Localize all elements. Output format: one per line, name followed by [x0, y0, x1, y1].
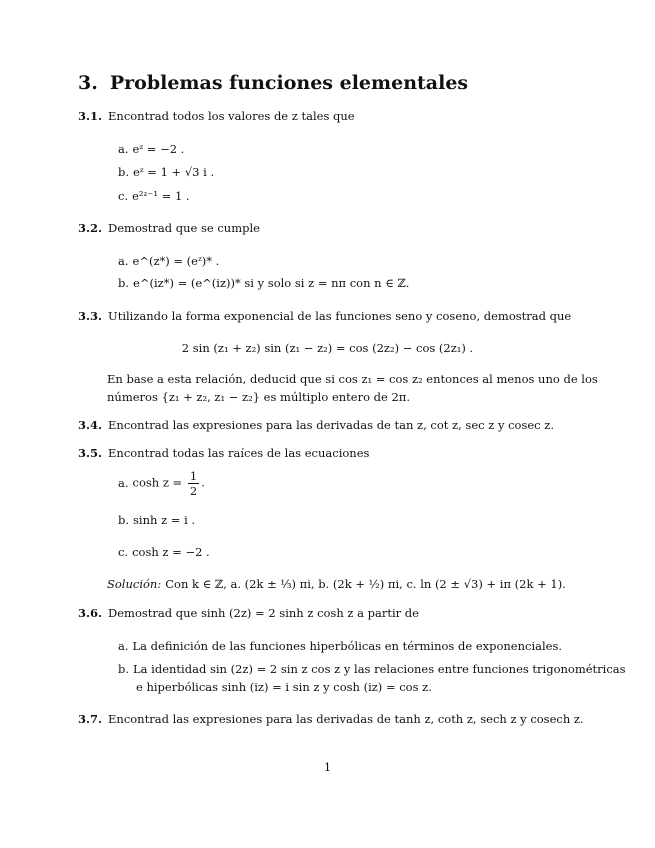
problem-3-5-item-c	[118, 545, 210, 559]
problem-text: Encontrad todas las raíces de las ecuaciones	[108, 446, 370, 460]
item-label: b.	[118, 662, 130, 676]
item-label: b.	[118, 513, 130, 527]
problem-number: 3.3.	[78, 309, 103, 323]
problem-3-4	[78, 418, 554, 432]
item-label: a.	[118, 475, 129, 490]
fraction-numerator: 1	[189, 469, 198, 483]
problem-3-6-item-a	[118, 639, 562, 653]
item-text: e²ᶻ⁻¹ = 1 .	[132, 189, 190, 203]
item-text: La definición de las funciones hiperbólicas en términos de exponenciales.	[132, 639, 563, 653]
problem-number: 3.6.	[78, 606, 103, 620]
section-heading	[78, 72, 468, 94]
item-label: a.	[118, 254, 129, 268]
item-text: cosh z =	[132, 475, 183, 490]
display-equation: 2 sin (z₁ + z₂) sin (z₁ − z₂) = cos (2z₂) − cos (2z₁) .	[181, 341, 474, 355]
problem-3-1-item-c	[118, 189, 190, 203]
item-label: a.	[118, 639, 129, 653]
item-label: a.	[118, 142, 129, 156]
problem-3-1	[78, 109, 355, 123]
problem-text: Utilizando la forma exponencial de las funciones seno y coseno, demostrad que	[108, 309, 572, 323]
problem-text: Demostrad que se cumple	[108, 221, 260, 235]
problem-3-2-item-a	[118, 254, 219, 268]
problem-3-5-item-b	[118, 513, 195, 527]
problem-3-1-item-b	[118, 165, 214, 179]
problem-3-1-item-a	[118, 142, 184, 156]
problem-text: Encontrad las expresiones para las derivadas de tanh z, coth z, sech z y cosech z.	[108, 712, 584, 726]
solution	[107, 577, 566, 591]
section-title: Problemas funciones elementales	[109, 72, 469, 94]
item-label: c.	[118, 545, 129, 559]
page-number: 1	[323, 760, 332, 774]
problem-number: 3.2.	[78, 221, 103, 235]
problem-3-2-item-b	[118, 276, 409, 290]
item-text: e^(z*) = (eᶻ)* .	[132, 254, 220, 268]
item-text: La identidad sin (2z) = 2 sin z cos z y las relaciones entre funciones trigonométricas	[133, 662, 626, 676]
item-punctuation: .	[201, 475, 205, 490]
problem-3-7	[78, 712, 584, 726]
problem-number: 3.1.	[78, 109, 103, 123]
item-label: b.	[118, 276, 130, 290]
problem-3-6-item-b-continuation: e hiperbólicas sinh (iz) = i sin z y cosh (iz) = cos z.	[136, 680, 432, 694]
problem-3-6-item-b	[118, 662, 626, 676]
item-text: eᶻ = −2 .	[132, 142, 185, 156]
section-number: 3.	[78, 72, 98, 94]
problem-text: Encontrad todos los valores de z tales que	[108, 109, 355, 123]
problem-3-5	[78, 446, 369, 460]
fraction-denominator: 2	[189, 484, 198, 498]
problem-3-2	[78, 221, 260, 235]
problem-3-3	[78, 309, 571, 323]
problem-3-3-line-2: números {z₁ + z₂, z₁ − z₂} es múltiplo entero de 2π.	[107, 390, 411, 404]
problem-number: 3.7.	[78, 712, 103, 726]
solution-label: Solución:	[107, 577, 162, 591]
item-label: b.	[118, 165, 130, 179]
problem-number: 3.4.	[78, 418, 103, 432]
item-text: cosh z = −2 .	[132, 545, 210, 559]
item-text: sinh z = i .	[133, 513, 196, 527]
item-label: c.	[118, 189, 129, 203]
solution-text: Con k ∈ ℤ, a. (2k ± ⅓) πi, b. (2k + ½) πi, c. ln (2 ± √3) + iπ (2k + 1).	[165, 577, 566, 591]
problem-3-3-line-1: En base a esta relación, deducid que si cos z₁ = cos z₂ entonces al menos uno de los	[107, 372, 598, 386]
fraction	[188, 469, 199, 498]
item-text: eᶻ = 1 + √3 i .	[133, 165, 215, 179]
item-text: e^(iz*) = (e^(iz))* si y solo si z = nπ con n ∈ ℤ.	[133, 276, 410, 290]
problem-text: Demostrad que sinh (2z) = 2 sinh z cosh z a partir de	[108, 606, 419, 620]
problem-text: Encontrad las expresiones para las derivadas de tan z, cot z, sec z y cosec z.	[108, 418, 554, 432]
problem-number: 3.5.	[78, 446, 103, 460]
problem-3-5-item-a	[118, 469, 205, 498]
problem-3-6	[78, 606, 419, 620]
